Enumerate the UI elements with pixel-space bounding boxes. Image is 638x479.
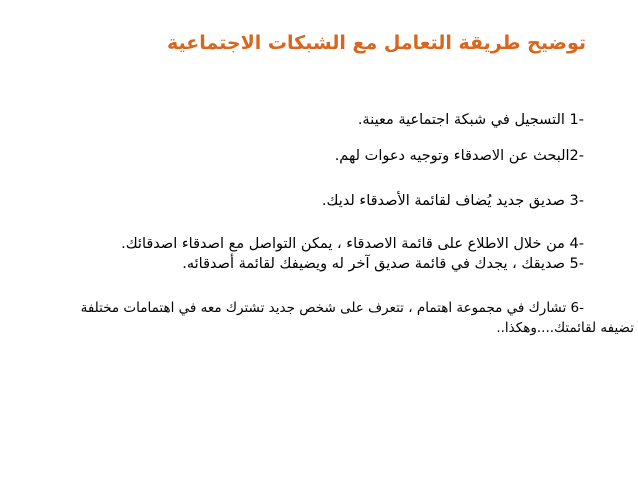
list-number: 2- [569,148,584,164]
slide-title: توضيح طريقة التعامل مع الشبكات الاجتماعية [167,32,586,54]
list-text: صديقك ، يجدك في قائمة صديق آخر له ويضيفك لقائمة أصدقائه. [182,256,570,272]
list-item-5 [182,256,584,272]
list-number: 4- [569,236,584,252]
list-item-6 [81,300,584,316]
list-item-3 [322,193,584,209]
list-item-6-continuation [496,320,634,336]
list-text: تشارك في مجموعة اهتمام ، تتعرف على شخص جديد تشترك معه في اهتمامات مختلفة [80,300,571,316]
list-text: البحث عن الاصدقاء وتوجيه دعوات لهم. [334,148,570,164]
list-item-4 [121,236,584,252]
list-text: التسجيل في شبكة اجتماعية معينة. [357,112,570,128]
list-number: 5- [569,256,584,272]
list-text: تضيفه لقائمتك....وهكذا.. [496,320,634,336]
list-item-2 [335,148,584,164]
list-number: 3- [569,193,584,209]
list-item-1 [358,112,584,128]
list-number: 1- [569,112,584,128]
list-text: صديق جديد يُضاف لقائمة الأصدقاء لديك. [321,193,570,209]
list-text: من خلال الاطلاع على قائمة الاصدقاء ، يمكن التواصل مع اصدقاء اصدقائك. [121,236,570,252]
list-number: 6- [570,300,584,316]
